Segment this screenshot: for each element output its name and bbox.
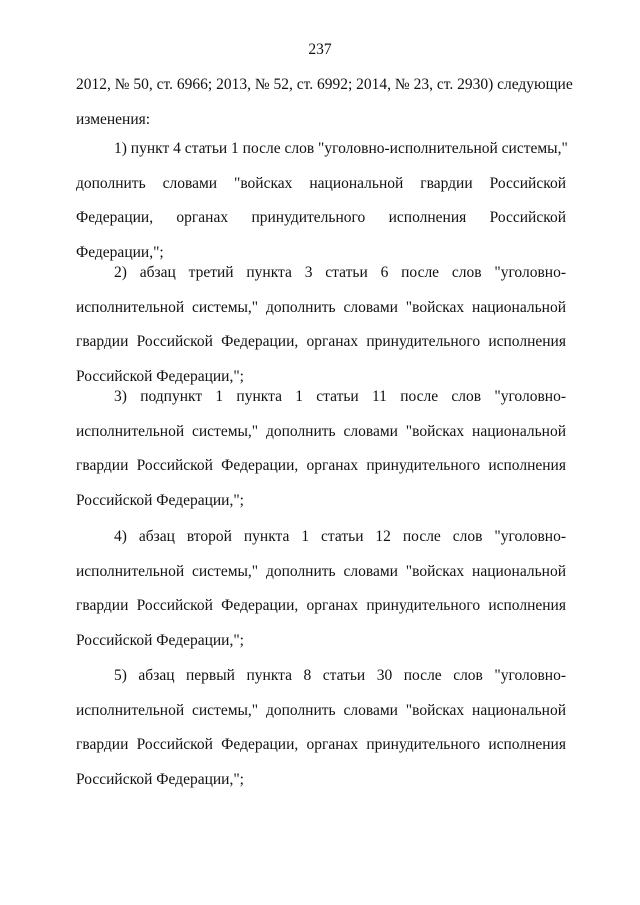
text-line: изменения:: [76, 110, 151, 128]
list-item-4: [76, 520, 566, 658]
text-line: исполнительной системы," дополнить словами "войсках национальной: [76, 562, 566, 580]
list-item-1: [76, 132, 566, 270]
text-line: Федерации, органах принудительного исполнения Российской: [76, 209, 566, 226]
text-line: Российской Федерации,";: [76, 491, 244, 509]
text-line: исполнительной системы," дополнить словами "войсках национальной: [76, 701, 566, 719]
text-line: гвардии Российской Федерации, органах принудительного исполнения: [76, 736, 566, 753]
list-item-3: [76, 380, 566, 518]
text-line: гвардии Российской Федерации, органах принудительного исполнения: [76, 597, 566, 614]
text-line: Российской Федерации,";: [76, 631, 244, 649]
text-line: 1) пункт 4 статьи 1 после слов "уголовно-исполнительной системы,": [114, 140, 568, 157]
text-line: Федерации,";: [76, 243, 164, 261]
text-line: дополнить словами "войсках национальной гвардии Российской: [76, 174, 566, 192]
text-line: 2) абзац третий пункта 3 статьи 6 после слов "уголовно-: [114, 264, 566, 281]
text-line: гвардии Российской Федерации, органах принудительного исполнения: [76, 333, 566, 350]
text-line: гвардии Российской Федерации, органах принудительного исполнения: [76, 457, 566, 474]
text-line: 4) абзац второй пункта 1 статьи 12 после слов "уголовно-: [114, 528, 566, 545]
text-line: Российской Федерации,";: [76, 770, 244, 788]
list-item-5: [76, 659, 566, 797]
text-line: Российской Федерации,";: [76, 367, 244, 385]
text-line: исполнительной системы," дополнить словами "войсках национальной: [76, 298, 566, 316]
text-line: исполнительной системы," дополнить словами "войсках национальной: [76, 422, 566, 440]
list-item-2: [76, 256, 566, 394]
page-number: 237: [308, 41, 332, 58]
text-line: 3) подпункт 1 пункта 1 статьи 11 после слов "уголовно-: [114, 388, 566, 405]
intro-paragraph: [76, 68, 573, 137]
text-line: 2012, № 50, ст. 6966; 2013, № 52, ст. 6992; 2014, № 23, ст. 2930) следующие: [76, 76, 573, 93]
text-line: 5) абзац первый пункта 8 статьи 30 после слов "уголовно-: [114, 667, 566, 684]
